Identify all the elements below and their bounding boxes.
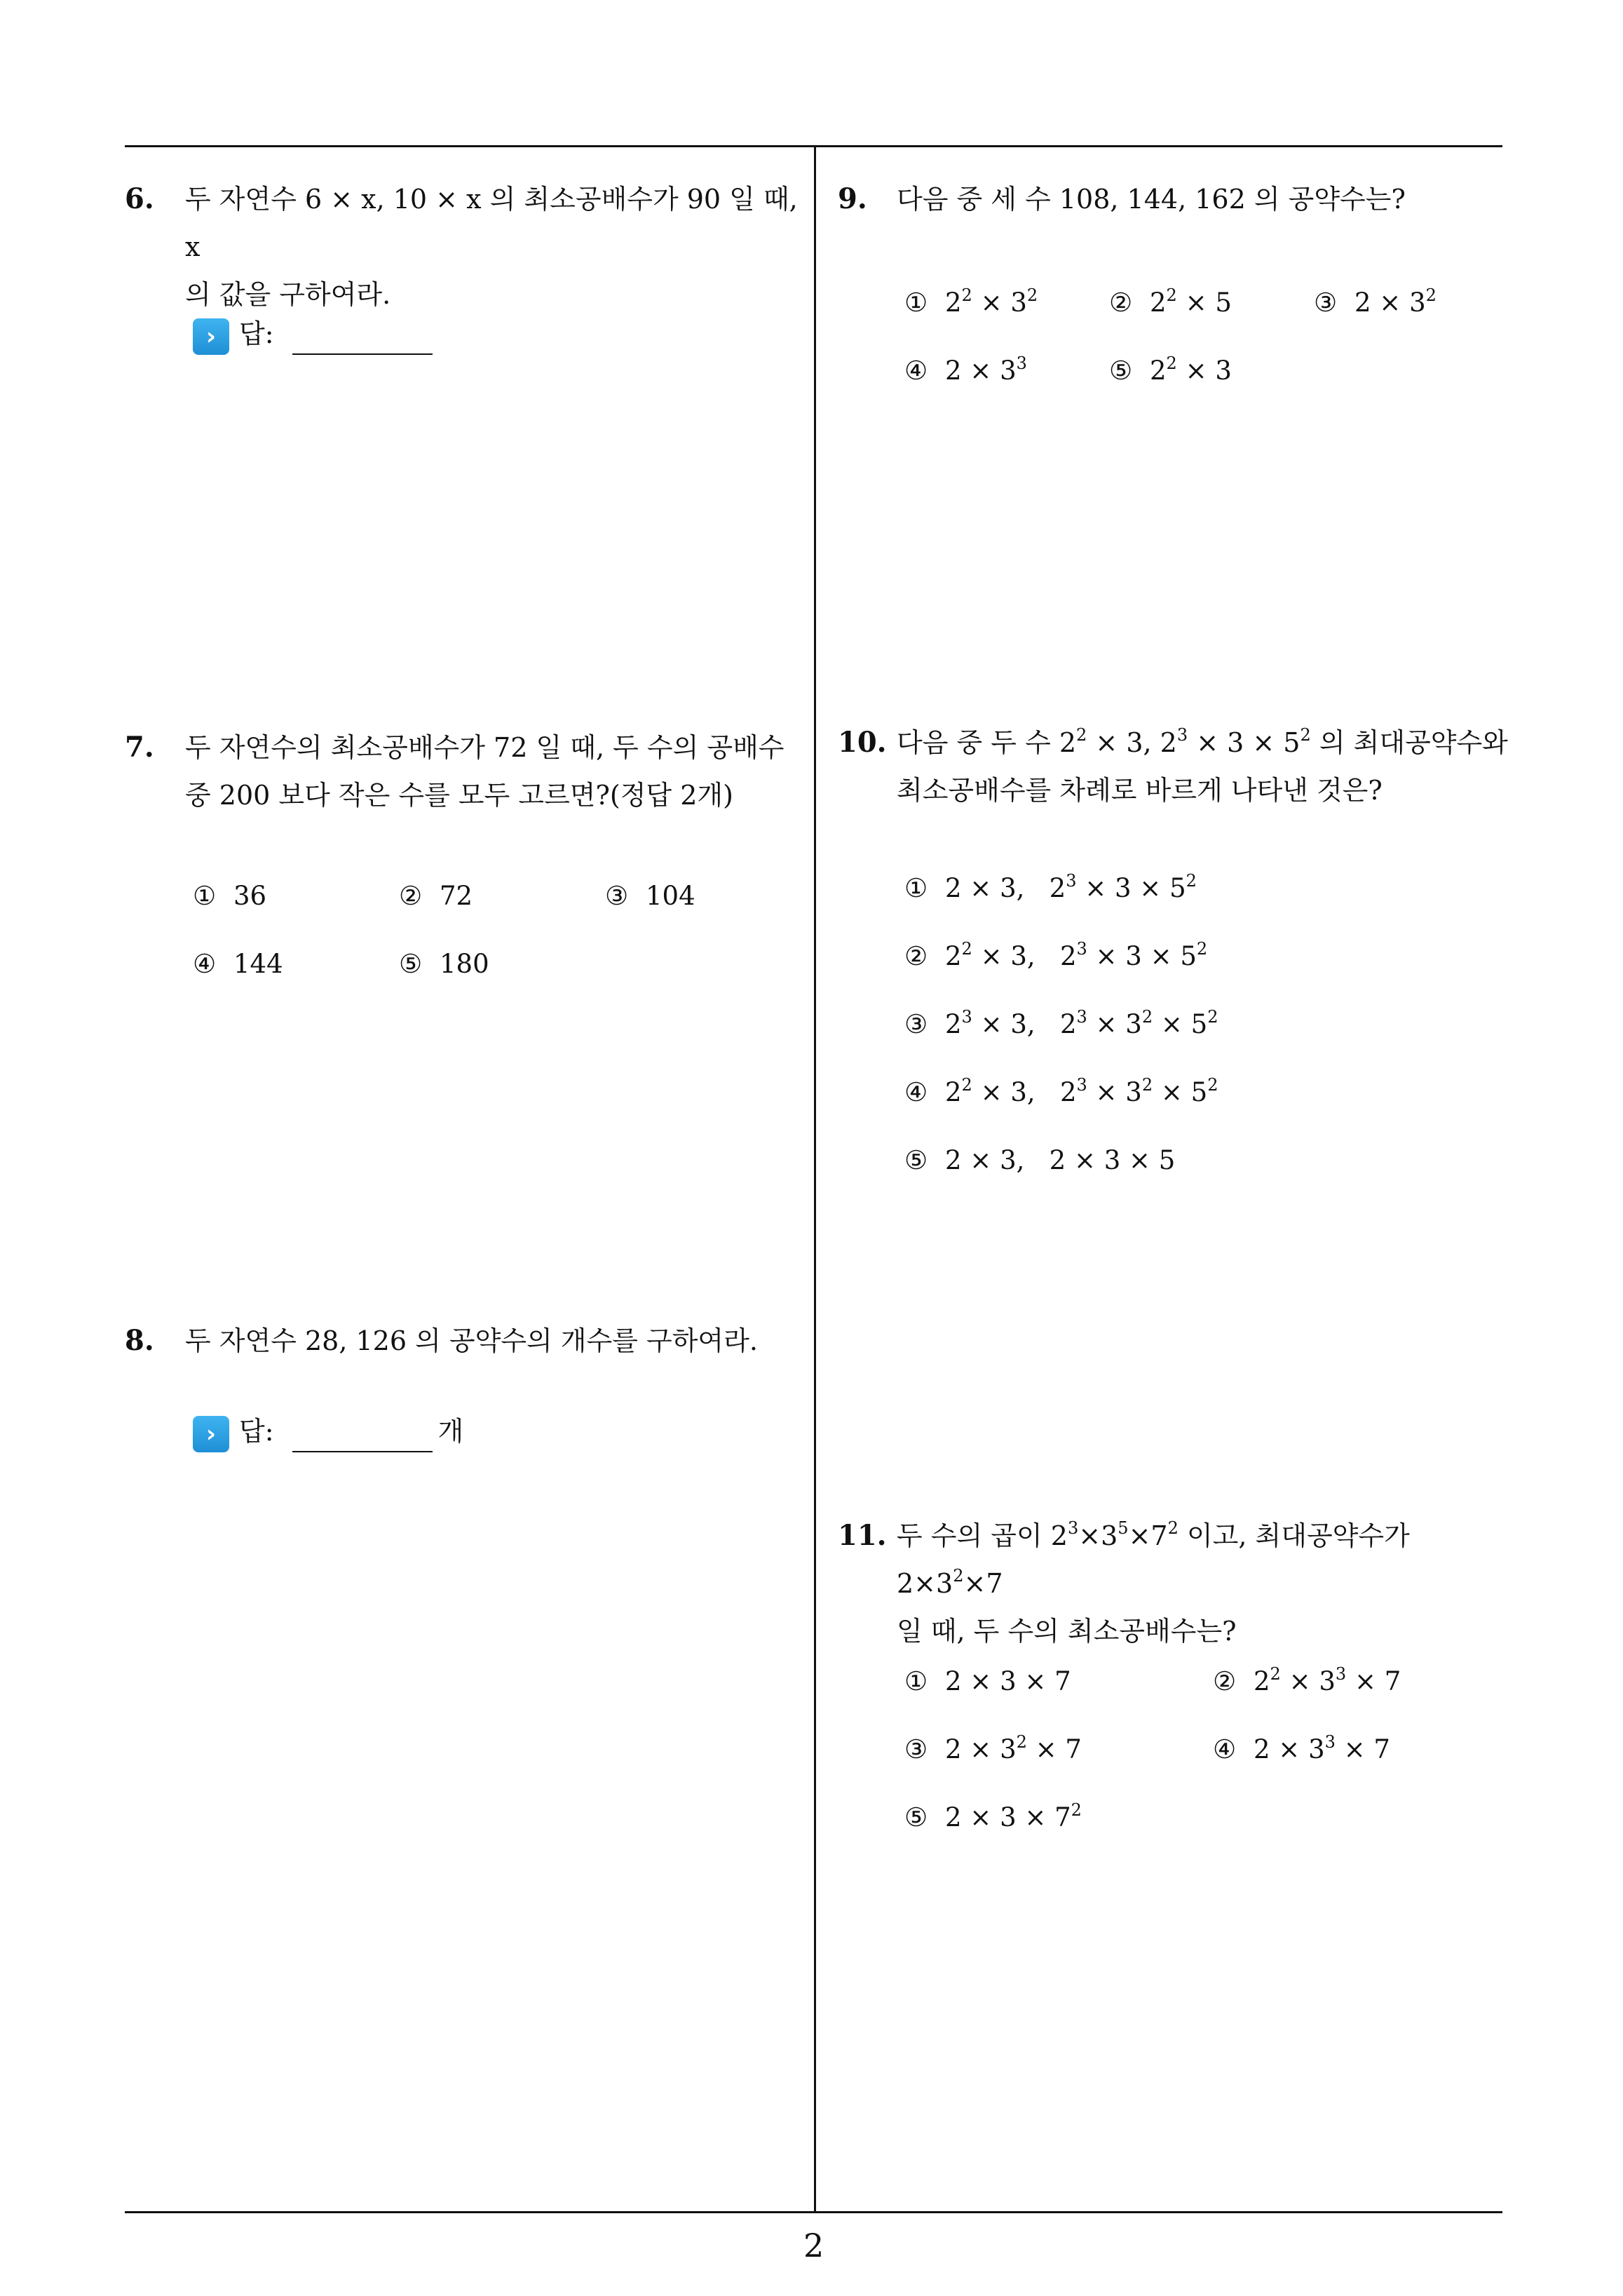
question-text-line: 두 자연수의 최소공배수가 72 일 때, 두 수의 공배수 bbox=[185, 732, 785, 763]
answer-label: 답: bbox=[239, 1416, 274, 1447]
choice-q10-1[interactable]: ① 2 × 3, $2^3 \times 3 \times 5^2$ bbox=[904, 870, 1197, 903]
answer-blank[interactable] bbox=[292, 323, 433, 355]
question-6 bbox=[125, 175, 805, 318]
question-text-line: 최소공배수를 차례로 바르게 나타낸 것은? bbox=[897, 775, 1383, 806]
question-9 bbox=[838, 175, 1511, 223]
question-number: 6. bbox=[125, 182, 154, 215]
choice-q10-5[interactable]: ⑤ 2 × 3, 2 × 3 × 5 bbox=[904, 1145, 1176, 1175]
choice-q9-1[interactable]: ① $2^2 \times 3^2$ bbox=[904, 285, 1038, 318]
choice-q11-4[interactable]: ④ $2 \times 3^3 \times 7$ bbox=[1213, 1731, 1390, 1764]
choice-q9-2[interactable]: ② $2^2 \times 5$ bbox=[1109, 285, 1232, 318]
question-number: 10. bbox=[838, 726, 887, 759]
choice-q10-4[interactable]: ④ $2^2 \times 3$, $2^3 \times 3^2 \times 5^2$ bbox=[904, 1074, 1218, 1107]
choice-q7-1[interactable]: ① 36 bbox=[193, 881, 267, 911]
answer-field-q8[interactable] bbox=[193, 1410, 463, 1452]
choice-q9-5[interactable]: ⑤ $2^2 \times 3$ bbox=[1109, 353, 1232, 386]
chevron-right-icon: › bbox=[193, 318, 229, 355]
question-text-line: 의 값을 구하여라. bbox=[185, 279, 391, 310]
choice-q11-3[interactable]: ③ $2 \times 3^2 \times 7$ bbox=[904, 1731, 1082, 1764]
answer-unit: 개 bbox=[437, 1416, 464, 1447]
choice-q10-2[interactable]: ② $2^2 \times 3$, $2^3 \times 3 \times 5^2$ bbox=[904, 938, 1208, 971]
question-10 bbox=[838, 719, 1511, 814]
question-text-line: 다음 중 두 수 $2^2 \times 3$, $2^3 \times 3 \times 5^2$ 의 최대공약수와 bbox=[897, 725, 1508, 758]
answer-field-q6[interactable] bbox=[193, 312, 433, 355]
question-text-line: 다음 중 세 수 108, 144, 162 의 공약수는? bbox=[897, 184, 1406, 215]
choice-q7-5[interactable]: ⑤ 180 bbox=[399, 949, 489, 979]
choice-q11-2[interactable]: ② $2^2 \times 3^3 \times 7$ bbox=[1213, 1663, 1401, 1696]
choice-q7-2[interactable]: ② 72 bbox=[399, 881, 473, 911]
question-number: 11. bbox=[838, 1519, 887, 1552]
choice-q11-1[interactable]: ① 2 × 3 × 7 bbox=[904, 1666, 1071, 1696]
chevron-right-icon: › bbox=[193, 1416, 229, 1452]
choice-q9-3[interactable]: ③ $2 \times 3^2$ bbox=[1314, 285, 1437, 318]
question-number: 7. bbox=[125, 731, 154, 764]
question-number: 8. bbox=[125, 1324, 154, 1357]
question-text-line: 두 수의 곱이 $2^3\times 3^5\times 7^2$ 이고, 최대공약수가 $2\times 3^2\times 7$ bbox=[897, 1518, 1410, 1599]
choice-q9-4[interactable]: ④ $2 \times 3^3$ bbox=[904, 353, 1027, 386]
choice-q10-3[interactable]: ③ $2^3 \times 3$, $2^3 \times 3^2 \times 5^2$ bbox=[904, 1006, 1218, 1039]
answer-label: 답: bbox=[239, 318, 274, 349]
question-text-line: 두 자연수 6 × x, 10 × x 의 최소공배수가 90 일 때, x bbox=[185, 184, 798, 262]
question-11 bbox=[838, 1512, 1511, 1655]
question-8 bbox=[125, 1317, 805, 1365]
bottom-rule bbox=[125, 2211, 1502, 2213]
page-number: 2 bbox=[803, 2227, 824, 2264]
column-divider bbox=[814, 145, 816, 2213]
answer-blank[interactable] bbox=[292, 1420, 433, 1452]
question-text-line: 중 200 보다 작은 수를 모두 고르면?(정답 2개) bbox=[185, 780, 733, 811]
question-7 bbox=[125, 724, 805, 819]
question-text-line: 일 때, 두 수의 최소공배수는? bbox=[897, 1616, 1237, 1647]
choice-q7-3[interactable]: ③ 104 bbox=[605, 881, 695, 911]
question-text-line: 두 자연수 28, 126 의 공약수의 개수를 구하여라. bbox=[185, 1325, 758, 1356]
choice-q11-5[interactable]: ⑤ $2 \times 3 \times 7^2$ bbox=[904, 1799, 1082, 1832]
question-number: 9. bbox=[838, 182, 867, 215]
choice-q7-4[interactable]: ④ 144 bbox=[193, 949, 283, 979]
